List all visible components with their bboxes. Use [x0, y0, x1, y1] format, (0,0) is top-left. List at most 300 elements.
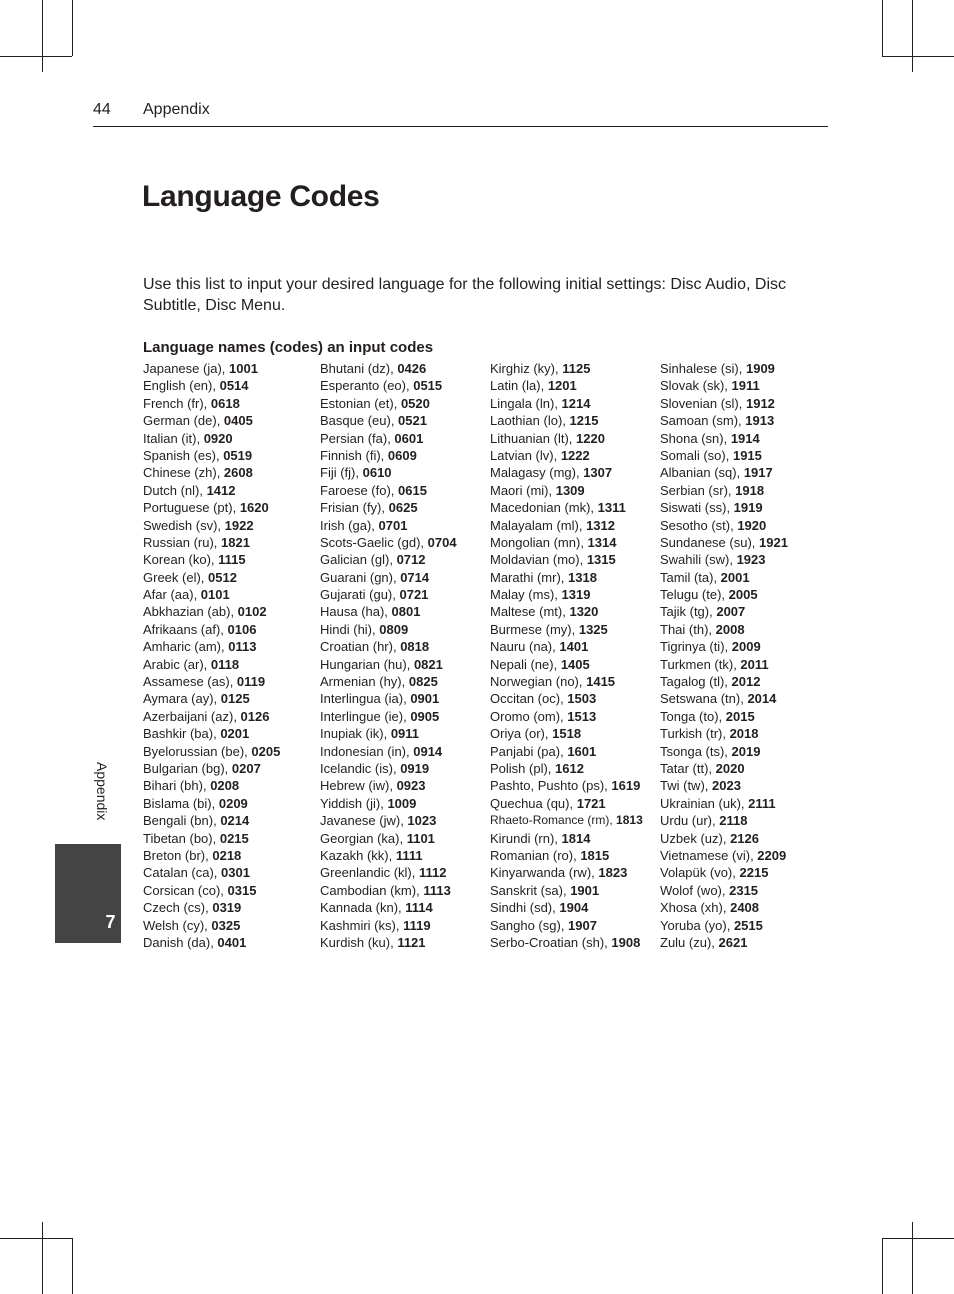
language-code: 0919: [400, 760, 430, 776]
language-name: Guarani (gn),: [320, 569, 401, 585]
list-item: [490, 499, 643, 516]
language-code: 1601: [567, 743, 597, 759]
language-code: 1412: [206, 482, 236, 498]
language-name: Tamil (ta),: [660, 569, 721, 585]
language-name: Setswana (tn),: [660, 691, 748, 707]
list-item: [320, 482, 457, 499]
language-name: Scots-Gaelic (gd),: [320, 534, 428, 550]
language-name: Mongolian (mn),: [490, 534, 588, 550]
language-name: Georgian (ka),: [320, 830, 407, 846]
list-item: [143, 673, 280, 690]
list-item: [143, 830, 280, 847]
language-name: Hungarian (hu),: [320, 656, 414, 672]
language-name: Maltese (mt),: [490, 604, 570, 620]
language-name: Indonesian (in),: [320, 743, 414, 759]
language-code: 1911: [731, 378, 760, 394]
list-item: [660, 934, 788, 951]
list-item: [320, 830, 457, 847]
list-item: [490, 743, 643, 760]
language-code: 0809: [379, 621, 409, 637]
list-item: [143, 812, 280, 829]
language-code: 1319: [561, 587, 591, 603]
language-code: 2001: [720, 569, 750, 585]
language-code: 1813: [616, 813, 643, 828]
list-item: [490, 430, 643, 447]
language-name: Czech (cs),: [143, 900, 213, 916]
list-item: [490, 795, 643, 812]
list-item: [320, 603, 457, 620]
list-item: [320, 377, 457, 394]
language-code: 1201: [547, 378, 577, 394]
list-item: [143, 447, 280, 464]
language-name: Bengali (bn),: [143, 813, 221, 829]
list-item: [490, 517, 643, 534]
language-code: 1904: [559, 900, 589, 916]
language-code: 0215: [219, 830, 249, 846]
language-code: 1215: [569, 413, 599, 429]
language-code: 1907: [568, 917, 597, 933]
language-code: 0118: [210, 656, 240, 672]
language-name: Kurdish (ku),: [320, 934, 398, 950]
language-code: 1619: [611, 778, 641, 794]
language-column-3: [490, 360, 643, 951]
list-item: [660, 482, 788, 499]
language-code: 1009: [387, 795, 417, 811]
language-code: 1320: [569, 604, 599, 620]
language-name: Swahili (sw),: [660, 552, 737, 568]
language-name: Vietnamese (vi),: [660, 847, 758, 863]
list-item: [660, 690, 788, 707]
language-code: 0201: [220, 726, 250, 742]
list-item: [320, 360, 457, 377]
language-name: Kashmiri (ks),: [320, 917, 404, 933]
language-code: 2018: [729, 726, 759, 742]
language-code: 1214: [561, 395, 591, 411]
language-code: 1908: [611, 934, 641, 950]
language-name: Yiddish (ji),: [320, 795, 388, 811]
language-code: 0514: [219, 378, 249, 394]
language-name: Sindhi (sd),: [490, 900, 560, 916]
list-item: [320, 447, 457, 464]
list-item: [143, 708, 280, 725]
language-name: Hausa (ha),: [320, 604, 392, 620]
language-name: Spanish (es),: [143, 447, 224, 463]
list-item: [143, 743, 280, 760]
list-item: [143, 430, 280, 447]
language-name: Moldavian (mo),: [490, 552, 587, 568]
language-code: 0901: [410, 691, 440, 707]
language-code: 0704: [427, 534, 457, 550]
language-name: Malay (ms),: [490, 587, 562, 603]
language-name: Nauru (na),: [490, 639, 560, 655]
language-name: French (fr),: [143, 395, 211, 411]
language-name: Italian (it),: [143, 430, 204, 446]
language-code: 0325: [211, 917, 241, 933]
language-name: Malagasy (mg),: [490, 465, 584, 481]
language-name: Turkmen (tk),: [660, 656, 741, 672]
list-item: [143, 603, 280, 620]
list-item: [320, 534, 457, 551]
language-code: 2023: [712, 778, 741, 794]
list-item: [320, 708, 457, 725]
language-code: 1821: [221, 534, 250, 550]
language-code: 1415: [586, 674, 616, 690]
language-name: Romanian (ro),: [490, 847, 581, 863]
list-item: [660, 777, 788, 794]
list-item: [660, 656, 788, 673]
list-item: [320, 621, 457, 638]
language-code: 0209: [218, 795, 248, 811]
language-name: Volapük (vo),: [660, 865, 740, 881]
list-item: [143, 760, 280, 777]
language-code: 2111: [748, 795, 776, 811]
language-code: 2007: [716, 604, 746, 620]
language-code: 0818: [400, 639, 430, 655]
chapter-number: [55, 912, 121, 933]
list-item: [320, 864, 457, 881]
language-code: 1814: [561, 830, 591, 846]
list-item: [143, 725, 280, 742]
language-name: Telugu (te),: [660, 587, 729, 603]
list-item: [490, 377, 643, 394]
language-name: Breton (br),: [143, 847, 213, 863]
language-name: Faroese (fo),: [320, 482, 399, 498]
list-item: [660, 586, 788, 603]
list-item: [660, 743, 788, 760]
language-name: Serbian (sr),: [660, 482, 736, 498]
language-name: Malayalam (ml),: [490, 517, 587, 533]
language-name: Swedish (sv),: [143, 517, 225, 533]
list-item: [490, 830, 643, 847]
language-name: Azerbaijani (az),: [143, 708, 241, 724]
language-name: Japanese (ja),: [143, 361, 229, 376]
language-name: Irish (ga),: [320, 517, 379, 533]
language-code: 0301: [221, 865, 250, 881]
list-item: [660, 621, 788, 638]
language-code: 0126: [240, 708, 270, 724]
list-item: [320, 812, 457, 829]
language-code: 1023: [407, 813, 437, 829]
language-name: Lithuanian (lt),: [490, 430, 576, 446]
list-item: [660, 377, 788, 394]
list-item: [143, 569, 280, 586]
language-name: Icelandic (is),: [320, 760, 401, 776]
language-code: 2019: [731, 743, 761, 759]
language-name: Panjabi (pa),: [490, 743, 568, 759]
language-name: Slovenian (sl),: [660, 395, 746, 411]
section-header: Appendix: [143, 101, 210, 118]
list-item: [143, 412, 280, 429]
language-code: 1401: [559, 639, 589, 655]
list-item: [143, 882, 280, 899]
language-code: 2014: [747, 691, 777, 707]
list-item: [490, 917, 643, 934]
language-name: Yoruba (yo),: [660, 917, 734, 933]
language-code: 1922: [224, 517, 254, 533]
language-code: 2209: [757, 847, 787, 863]
language-code: 1220: [576, 430, 605, 446]
list-item: [660, 795, 788, 812]
list-item: [660, 882, 788, 899]
list-item: [143, 917, 280, 934]
language-code: 0101: [200, 587, 230, 603]
list-item: [660, 517, 788, 534]
list-item: [490, 621, 643, 638]
language-code: 0712: [396, 552, 426, 568]
language-name: Oromo (om),: [490, 708, 568, 724]
list-item: [490, 934, 643, 951]
language-name: Zulu (zu),: [660, 934, 719, 950]
list-item: [660, 708, 788, 725]
language-code: 1920: [737, 517, 767, 533]
list-item: [490, 464, 643, 481]
language-code: 1314: [587, 534, 617, 550]
language-name: German (de),: [143, 413, 224, 429]
language-name: Estonian (et),: [320, 395, 401, 411]
language-code: 2005: [728, 587, 758, 603]
list-item: [143, 551, 280, 568]
list-item: [320, 760, 457, 777]
list-item: [660, 551, 788, 568]
list-item: [320, 725, 457, 742]
language-code: 1923: [736, 552, 766, 568]
language-name: Basque (eu),: [320, 413, 399, 429]
language-code: 0905: [410, 708, 440, 724]
list-item: [660, 534, 788, 551]
language-name: Portuguese (pt),: [143, 500, 240, 516]
list-item: [143, 638, 280, 655]
language-name: Bislama (bi),: [143, 795, 219, 811]
language-name: Pashto, Pushto (ps),: [490, 778, 612, 794]
language-code: 0625: [388, 500, 418, 516]
list-item: [143, 795, 280, 812]
language-code: 0214: [220, 813, 250, 829]
language-code: 1101: [406, 830, 435, 846]
language-code: 0208: [210, 778, 240, 794]
language-code: 0721: [399, 587, 429, 603]
language-name: Afrikaans (af),: [143, 621, 228, 637]
language-name: Abkhazian (ab),: [143, 604, 238, 620]
language-name: Greenlandic (kl),: [320, 865, 419, 881]
language-code: 0113: [228, 639, 257, 655]
language-code: 0821: [413, 656, 443, 672]
language-name: Polish (pl),: [490, 760, 556, 776]
language-code: 0920: [203, 430, 233, 446]
language-name: Kinyarwanda (rw),: [490, 865, 599, 881]
list-item: [660, 725, 788, 742]
language-code: 2621: [718, 934, 748, 950]
language-name: Kirundi (rn),: [490, 830, 562, 846]
list-item: [143, 690, 280, 707]
language-name: Latin (la),: [490, 378, 548, 394]
language-code: 1917: [743, 465, 773, 481]
list-item: [320, 656, 457, 673]
list-item: [320, 795, 457, 812]
language-name: Thai (th),: [660, 621, 716, 637]
language-code: 2126: [730, 830, 759, 846]
language-name: Tigrinya (ti),: [660, 639, 732, 655]
list-item: [143, 534, 280, 551]
language-code: 1513: [567, 708, 597, 724]
language-code: 0923: [396, 778, 426, 794]
language-code: 0714: [400, 569, 430, 585]
language-code: 2008: [715, 621, 745, 637]
language-name: Macedonian (mk),: [490, 500, 598, 516]
language-code: 2118: [719, 813, 748, 829]
list-item: [320, 412, 457, 429]
language-name: Marathi (mr),: [490, 569, 568, 585]
language-name: Uzbek (uz),: [660, 830, 731, 846]
language-name: Fiji (fj),: [320, 465, 363, 481]
language-code: 1823: [598, 865, 628, 881]
list-item: [320, 499, 457, 516]
language-name: Interlingua (ia),: [320, 691, 411, 707]
language-name: Kazakh (kk),: [320, 847, 396, 863]
language-name: Aymara (ay),: [143, 691, 221, 707]
language-code: 1121: [397, 934, 426, 950]
language-name: Cambodian (km),: [320, 882, 424, 898]
list-item: [490, 847, 643, 864]
language-name: Occitan (oc),: [490, 691, 568, 707]
language-code: 0401: [217, 934, 247, 950]
language-column-4: [660, 360, 788, 951]
language-code: 1312: [586, 517, 615, 533]
list-item: [660, 412, 788, 429]
language-code: 0801: [391, 604, 421, 620]
language-name: Urdu (ur),: [660, 813, 720, 829]
list-item: [320, 430, 457, 447]
language-name: Kirghiz (ky),: [490, 361, 563, 376]
list-item: [320, 638, 457, 655]
language-code: 2015: [725, 708, 755, 724]
language-name: Norwegian (no),: [490, 674, 587, 690]
language-code: 2215: [739, 865, 769, 881]
language-name: Serbo-Croatian (sh),: [490, 934, 612, 950]
language-name: Catalan (ca),: [143, 865, 222, 881]
language-name: Bhutani (dz),: [320, 361, 398, 376]
chapter-number-text: 7: [105, 912, 116, 932]
language-name: Hebrew (iw),: [320, 778, 397, 794]
language-code: 2515: [733, 917, 763, 933]
language-name: Sinhalese (si),: [660, 361, 746, 376]
list-item: [143, 777, 280, 794]
language-code: 1112: [418, 865, 447, 881]
language-name: Somali (so),: [660, 447, 733, 463]
language-name: Kannada (kn),: [320, 900, 406, 916]
language-code: 1914: [730, 430, 760, 446]
language-name: Korean (ko),: [143, 552, 219, 568]
list-item: [490, 882, 643, 899]
list-item: [490, 482, 643, 499]
language-name: Samoan (sm),: [660, 413, 746, 429]
side-tab-label: Appendix: [94, 762, 110, 821]
list-item: [143, 482, 280, 499]
language-name: Tonga (to),: [660, 708, 726, 724]
list-item: [660, 638, 788, 655]
list-item: [320, 899, 457, 916]
language-name: Turkish (tr),: [660, 726, 730, 742]
language-name: Frisian (fy),: [320, 500, 389, 516]
language-code: 0618: [210, 395, 240, 411]
language-name: Dutch (nl),: [143, 482, 207, 498]
list-item: [660, 395, 788, 412]
language-code: 0102: [237, 604, 267, 620]
list-item: [660, 603, 788, 620]
list-item: [490, 603, 643, 620]
language-name: Lingala (ln),: [490, 395, 562, 411]
language-name: Bashkir (ba),: [143, 726, 221, 742]
list-item: [660, 917, 788, 934]
language-name: Russian (ru),: [143, 534, 222, 550]
language-name: Hindi (hi),: [320, 621, 380, 637]
language-name: Latvian (lv),: [490, 447, 561, 463]
language-name: Tatar (tt),: [660, 760, 716, 776]
language-name: Inupiak (ik),: [320, 726, 391, 742]
list-item: [490, 673, 643, 690]
language-code: 0315: [227, 882, 257, 898]
language-name: English (en),: [143, 378, 220, 394]
list-item: [490, 708, 643, 725]
language-name: Tibetan (bo),: [143, 830, 220, 846]
language-name: Quechua (qu),: [490, 795, 577, 811]
language-name: Burmese (my),: [490, 621, 579, 637]
language-code: 1309: [555, 482, 585, 498]
list-item: [143, 360, 280, 377]
language-code: 0521: [398, 413, 427, 429]
language-code: 1919: [733, 500, 763, 516]
language-code: 1318: [568, 569, 597, 585]
list-item: [660, 499, 788, 516]
language-name: Croatian (hr),: [320, 639, 401, 655]
intro-paragraph: Use this list to input your desired language for the following initial settings: Disc Audio, Disc Subtitle, Disc Menu.: [143, 276, 786, 314]
language-name: Ukrainian (uk),: [660, 795, 749, 811]
list-item: [660, 847, 788, 864]
language-code: 0426: [397, 361, 427, 376]
language-code: 1125: [562, 361, 591, 376]
language-name: Tagalog (tl),: [660, 674, 732, 690]
language-name: Sangho (sg),: [490, 917, 569, 933]
list-item: [143, 621, 280, 638]
language-code: 0119: [236, 674, 266, 690]
language-code: 1912: [745, 395, 775, 411]
language-code: 1307: [583, 465, 613, 481]
language-code: 1405: [560, 656, 590, 672]
list-item: [490, 395, 643, 412]
language-code: 1119: [403, 917, 431, 933]
language-name: Danish (da),: [143, 934, 218, 950]
list-item: [320, 882, 457, 899]
language-name: Oriya (or),: [490, 726, 553, 742]
language-code: 2012: [731, 674, 761, 690]
list-item: [490, 534, 643, 551]
language-name: Shona (sn),: [660, 430, 731, 446]
list-item: [320, 569, 457, 586]
language-name: Sesotho (st),: [660, 517, 738, 533]
language-code: 1001: [229, 361, 258, 376]
list-item: [660, 464, 788, 481]
language-name: Finnish (fi),: [320, 447, 388, 463]
list-item: [143, 517, 280, 534]
language-code: 1518: [552, 726, 582, 742]
language-name: Sanskrit (sa),: [490, 882, 571, 898]
list-item: [143, 395, 280, 412]
list-item: [660, 864, 788, 881]
language-code: 1620: [239, 500, 269, 516]
language-code: 2020: [715, 760, 745, 776]
language-name: Tajik (tg),: [660, 604, 717, 620]
list-item: [320, 464, 457, 481]
language-code: 0914: [413, 743, 443, 759]
